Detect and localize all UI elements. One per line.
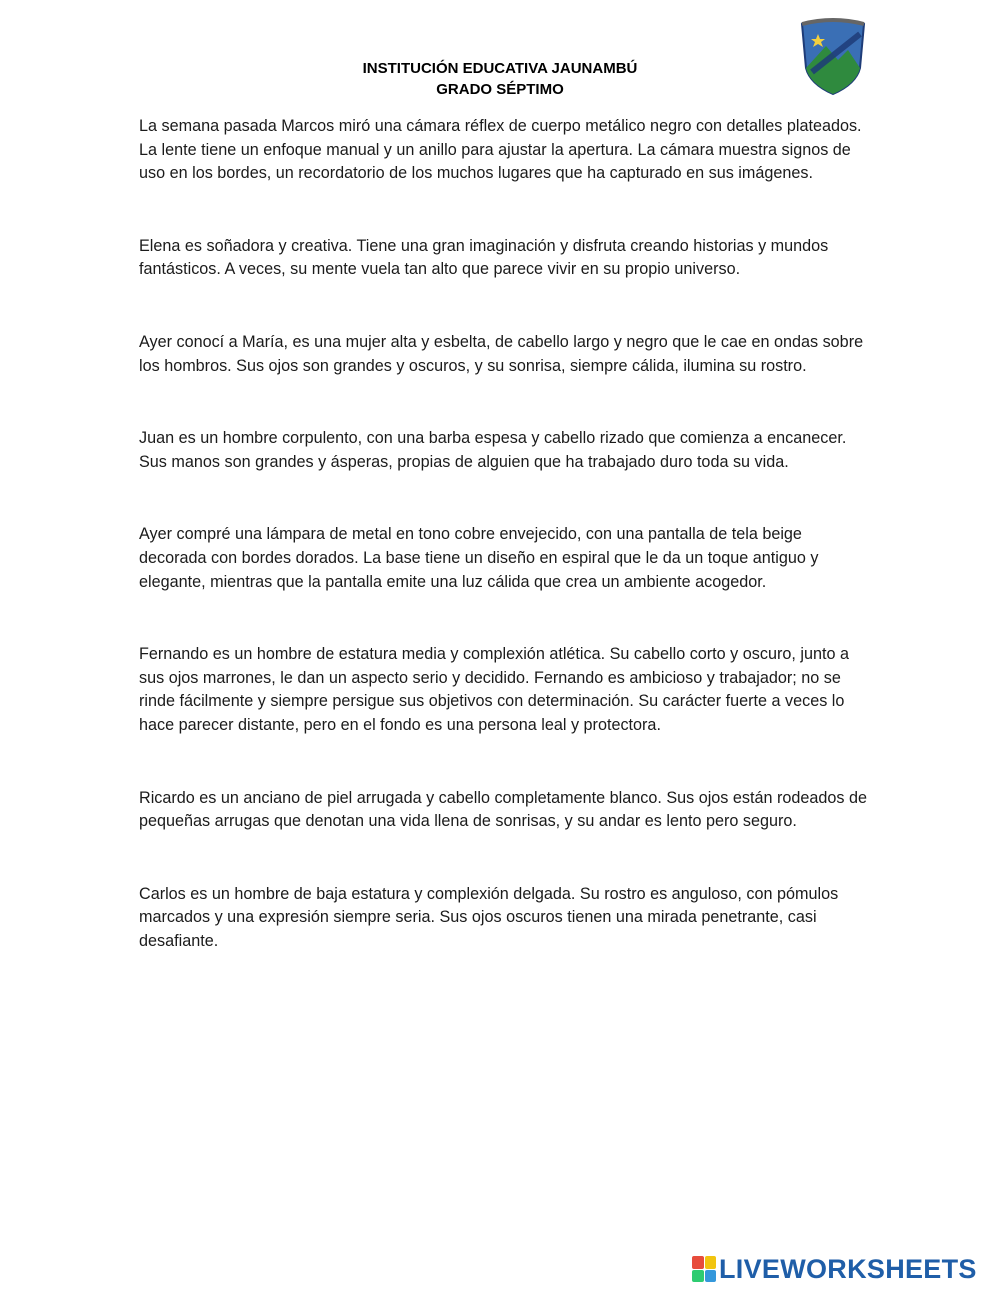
paragraph-juan: Juan es un hombre corpulento, con una barba espesa y cabello rizado que comienza a encanecer. Sus manos son grandes y ásperas, propias de alguien que ha trabajado duro toda su vida.: [139, 429, 847, 471]
liveworksheets-logo: [692, 1254, 977, 1284]
paragraph-marcos-camera: La semana pasada Marcos miró una cámara réflex de cuerpo metálico negro con detalles plateados. La lente tiene un enfoque manual y un anillo para ajustar la apertura. La cámara muestra signos de uso en los bordes, un recordatorio de los muchos lugares que ha capturado en sus imágenes.: [139, 117, 862, 183]
grade-label: GRADO SÉPTIMO: [436, 81, 564, 98]
paragraph-fernando: Fernando es un hombre de estatura media y complexión atlética. Su cabello corto y oscuro, junto a sus ojos marrones, le dan un aspecto serio y decidido. Fernando es ambicioso y trabajador; no se rinde fácilmente y siempre persigue sus objetivos con determinación. Su carácter fuerte a veces lo hace parecer distante, pero en el fondo es una persona leal y protectora.: [139, 645, 849, 734]
liveworksheets-badge-icon: [692, 1256, 716, 1282]
school-crest-icon: [798, 16, 868, 96]
liveworksheets-brand: LIVEWORKSHEETS: [719, 1253, 977, 1284]
paragraph-carlos: Carlos es un hombre de baja estatura y complexión delgada. Su rostro es anguloso, con pómulos marcados y una expresión siempre seria. Sus ojos oscuros tienen una mirada penetrante, casi desafiante.: [139, 884, 839, 950]
paragraph-elena: Elena es soñadora y creativa. Tiene una gran imaginación y disfruta creando historias y mundos fantásticos. A veces, su mente vuela tan alto que parece vivir en su propio universo.: [139, 236, 829, 279]
paragraph-maria: Ayer conocí a María, es una mujer alta y esbelta, de cabello largo y negro que le cae en ondas sobre los hombros. Sus ojos son grandes y oscuros, y su sonrisa, siempre cálida, ilumina su rostro.: [139, 332, 864, 375]
institution-name: INSTITUCIÓN EDUCATIVA JAUNAMBÚ: [362, 60, 638, 77]
paragraph-ricardo: Ricardo es un anciano de piel arrugada y cabello completamente blanco. Sus ojos están rodeados de pequeñas arrugas que denotan una vida llena de sonrisas, y su andar es lento pero seguro.: [139, 788, 868, 831]
paragraph-lamp: Ayer compré una lámpara de metal en tono cobre envejecido, con una pantalla de tela beige decorada con bordes dorados. La base tiene un diseño en espiral que le da un toque antiguo y elegante, mientras que la pantalla emite una luz cálida que crea un ambiente acogedor.: [139, 525, 819, 591]
descriptions-body: [139, 115, 867, 1002]
